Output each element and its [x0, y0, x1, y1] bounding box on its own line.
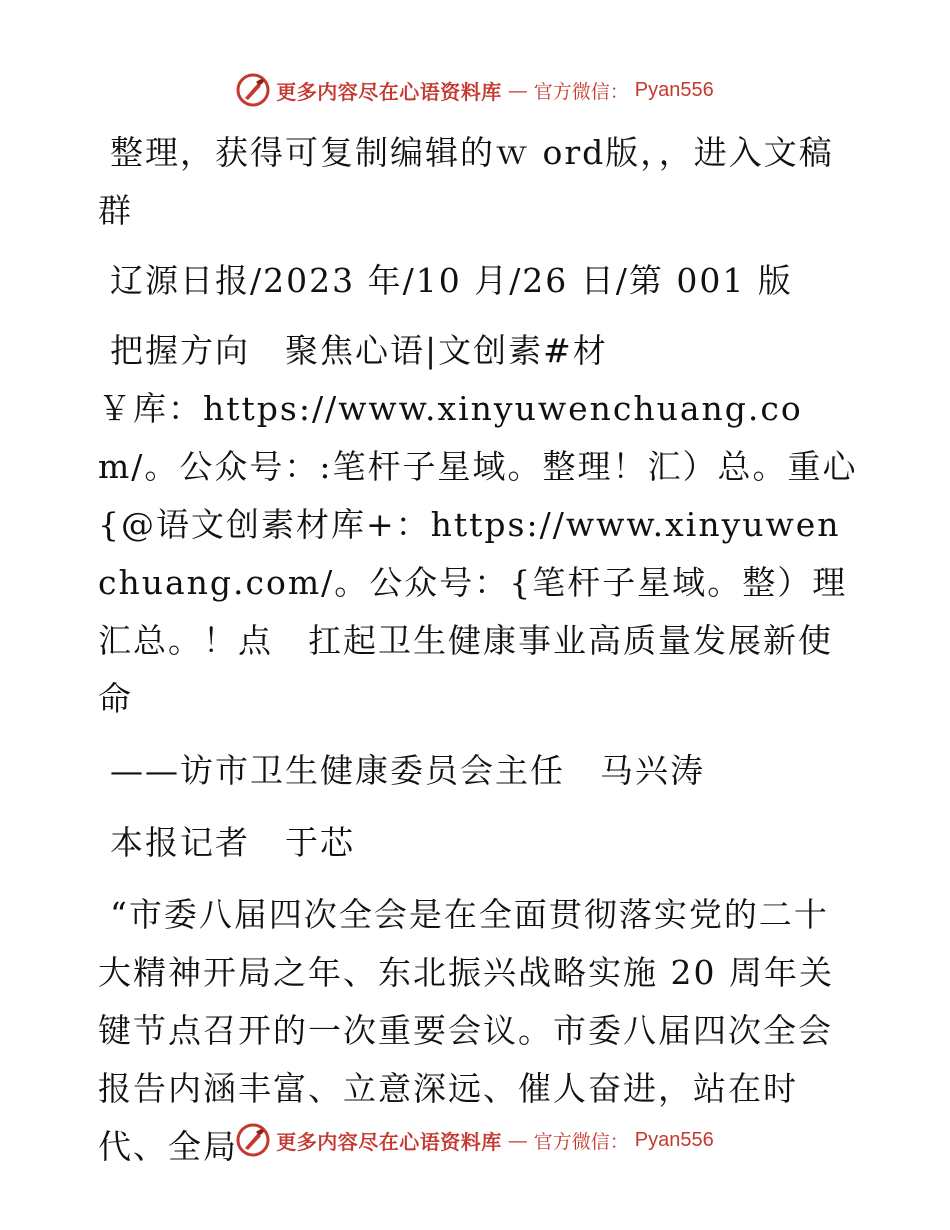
- watermark-separator: —: [507, 1128, 528, 1152]
- watermark-wechat-id: Pyan556: [634, 78, 714, 101]
- watermark-wechat-label: 官方微信：: [533, 80, 629, 103]
- source-line: 辽源日报/2023 年/10 月/26 日/第 001 版: [110, 261, 793, 300]
- mixed-body-paragraph: ￥库：https://www.xinyuwenchuang.com/。公众号：:笔杆子星域。整理！汇）总。重心{@语文创素材库+：https://www.xinyuwenchuang.com/。公众号：{笔杆子星域。整）理汇总。！点 扛起卫生健康事业高质量发展新使命: [98, 389, 858, 718]
- quill-logo-icon: [236, 73, 270, 107]
- footer-watermark: [0, 1118, 950, 1162]
- watermark-row: [236, 73, 713, 107]
- watermark-separator: —: [507, 78, 528, 102]
- watermark-text: 更多内容尽在心语资料库: [276, 79, 502, 104]
- section-header: 把握方向 聚焦心语|文创素#材: [110, 331, 608, 370]
- watermark-row: [236, 1123, 713, 1157]
- main-paragraph: “市委八届四次全会是在全面贯彻落实党的二十大精神开局之年、东北振兴战略实施 20 周年关键节点召开的一次重要会议。市委八届四次全会报告内涵丰富、立意深远、催人奋进，站在时代、全局: [98, 895, 834, 1166]
- watermark-text: 更多内容尽在心语资料库: [276, 1129, 502, 1154]
- watermark-wechat-label: 官方微信：: [533, 1130, 629, 1153]
- watermark-wechat-id: Pyan556: [634, 1128, 714, 1151]
- header-watermark: [0, 68, 950, 112]
- intro-paragraph: 整理，获得可复制编辑的ｗ ord版，，进入文稿群: [98, 133, 834, 230]
- article-byline: 本报记者 于芯: [110, 823, 355, 862]
- quill-logo-icon: [236, 1123, 270, 1157]
- article-subtitle: ——访市卫生健康委员会主任 马兴涛: [110, 751, 705, 790]
- document-body: [98, 124, 858, 1176]
